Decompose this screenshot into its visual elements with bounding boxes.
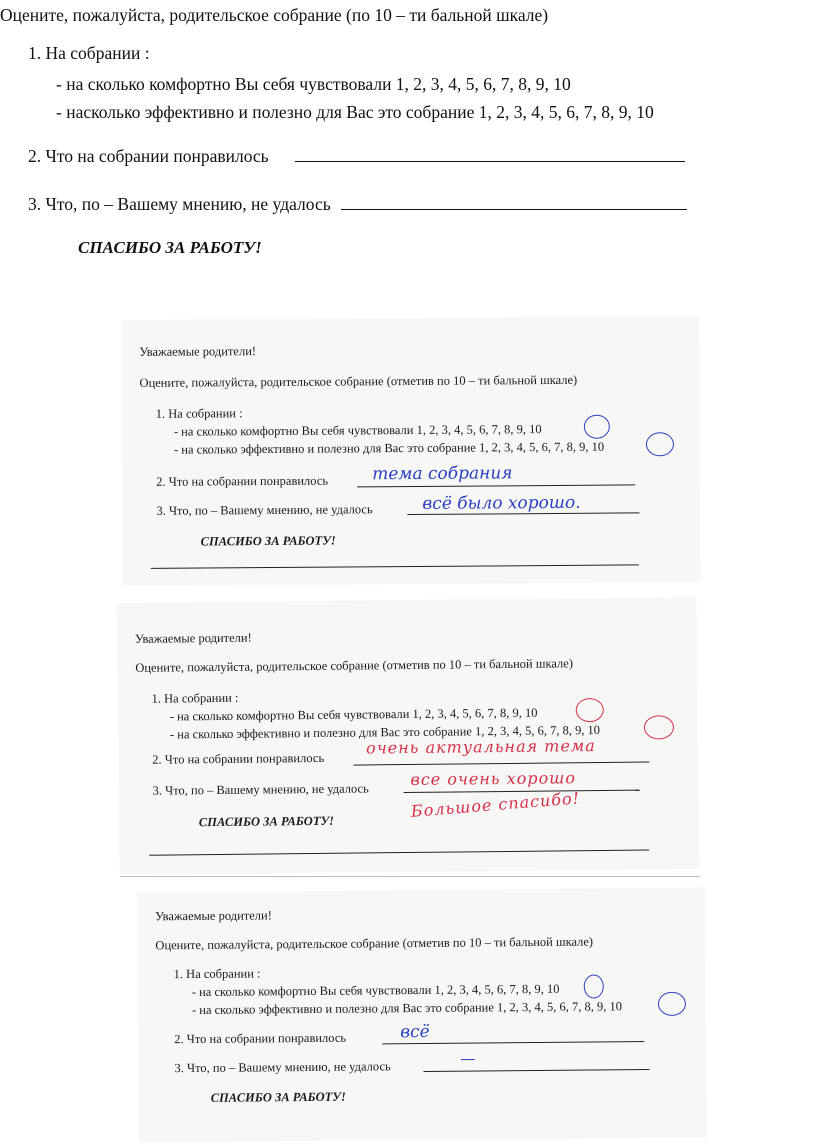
handwritten-answer-q2: очень актуальная тема (366, 736, 596, 758)
answer-line-q2 (357, 484, 635, 487)
handwritten-answer-q3: все очень хорошо (410, 768, 577, 789)
form-intro: Оцените, пожалуйста, родительское собрание (отметив по 10 – ти бальной шкале) (139, 372, 578, 390)
question-1b: - насколько эффективно и полезно для Вас это собрание 1, 2, 3, 4, 5, 6, 7, 8, 9, 10 (56, 102, 654, 122)
form-q1b: - на сколько эффективно и полезно для Вас это собрание 1, 2, 3, 4, 5, 6, 7, 8, 9, 10 (191, 999, 623, 1018)
circled-score-q1a (584, 974, 604, 998)
answer-line-q3 (423, 1069, 649, 1072)
circled-score-q1a (576, 698, 604, 722)
handwritten-answer-q2: всё (400, 1021, 430, 1043)
circled-score-q1b (646, 432, 674, 456)
form-bottom-line (151, 564, 639, 568)
scan-edge-line (120, 876, 700, 877)
circled-score-q1a (584, 415, 610, 439)
circled-score-q1b (644, 715, 674, 739)
form-q1a: - на сколько комфортно Вы себя чувствовали 1, 2, 3, 4, 5, 6, 7, 8, 9, 10 (191, 981, 560, 1000)
handwritten-extra-note: Большое спасибо! (410, 788, 581, 821)
scanned-form-2 (117, 597, 700, 875)
question-1: 1. На собрании : (28, 43, 150, 63)
form-q1: 1. На собрании : (173, 966, 261, 982)
answer-line-q2 (353, 761, 649, 765)
handwritten-answer-q3: — (460, 1049, 476, 1068)
form-bottom-line (149, 849, 649, 855)
questionnaire-title: Оцените, пожалуйста, родительское собрание (по 10 – ти бальной шкале) (0, 5, 549, 25)
form-greeting: Уважаемые родители! (139, 344, 257, 359)
form-q3: 3. Что, по – Вашему мнению, не удалось (174, 1059, 391, 1076)
form-q2: 2. Что на собрании понравилось (156, 473, 329, 489)
circled-score-q1b (658, 992, 686, 1016)
form-intro: Оцените, пожалуйста, родительское собрание (отметив по 10 – ти бальной шкале) (155, 934, 594, 953)
form-q1a: - на сколько комфортно Вы себя чувствовали 1, 2, 3, 4, 5, 6, 7, 8, 9, 10 (169, 705, 538, 724)
form-thanks: СПАСИБО ЗА РАБОТУ! (210, 1089, 346, 1105)
form-q2: 2. Что на собрании понравилось (152, 750, 325, 767)
form-thanks: СПАСИБО ЗА РАБОТУ! (200, 533, 336, 549)
form-intro: Оцените, пожалуйста, родительское собрание (отметив по 10 – ти бальной шкале) (135, 656, 574, 675)
form-greeting: Уважаемые родители! (155, 908, 272, 924)
form-q1: 1. На собрании : (151, 690, 239, 706)
form-greeting: Уважаемые родители! (134, 630, 252, 646)
handwritten-answer-q2: тема собрания (372, 463, 513, 485)
form-q1a: - на сколько комфортно Вы себя чувствовали 1, 2, 3, 4, 5, 6, 7, 8, 9, 10 (173, 422, 542, 439)
form-q1b: - на сколько эффективно и полезно для Вас это собрание 1, 2, 3, 4, 5, 6, 7, 8, 9, 10 (173, 439, 605, 457)
answer-line-3[interactable] (341, 193, 687, 210)
form-thanks: СПАСИБО ЗА РАБОТУ! (198, 813, 335, 830)
scanned-form-1 (121, 316, 701, 586)
questionnaire-header (0, 0, 816, 270)
form-q1: 1. На собрании : (155, 406, 243, 421)
form-q2: 2. Что на собрании понравилось (174, 1030, 347, 1047)
form-q3: 3. Что, по – Вашему мнению, не удалось (152, 781, 369, 798)
answer-line-2[interactable] (295, 145, 685, 162)
question-3-text: 3. Что, по – Вашему мнению, не удалось (28, 194, 331, 214)
question-2-text: 2. Что на собрании понравилось (28, 146, 269, 166)
form-q3: 3. Что, по – Вашему мнению, не удалось (156, 502, 373, 518)
form-q1b: - на сколько эффективно и полезно для Вас это собрание 1, 2, 3, 4, 5, 6, 7, 8, 9, 10 (169, 722, 601, 742)
thanks-text: СПАСИБО ЗА РАБОТУ! (78, 238, 262, 257)
question-2 (28, 145, 685, 167)
question-3 (28, 193, 687, 215)
question-1a: - на сколько комфортно Вы себя чувствовали 1, 2, 3, 4, 5, 6, 7, 8, 9, 10 (56, 74, 571, 94)
handwritten-answer-q3: всё было хорошо. (422, 492, 581, 514)
scanned-form-3 (137, 888, 707, 1143)
